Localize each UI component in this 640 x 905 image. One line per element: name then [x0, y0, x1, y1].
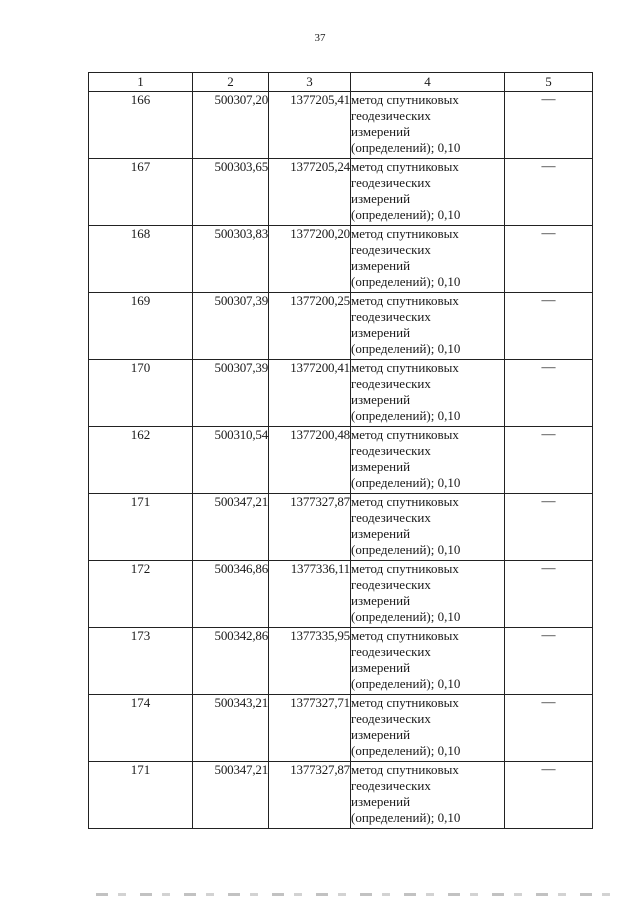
method-line: метод спутниковых [351, 293, 459, 308]
table-header-row [89, 73, 593, 92]
header-col-4: 4 [351, 73, 505, 92]
y-coordinate-cell: 1377336,11 [269, 561, 351, 628]
method-line: метод спутниковых [351, 360, 459, 375]
point-number-cell: 166 [89, 92, 193, 159]
point-number-cell: 174 [89, 695, 193, 762]
note-cell: — [505, 293, 593, 360]
x-coordinate-cell: 500303,83 [193, 226, 269, 293]
note-cell: — [505, 628, 593, 695]
method-line: метод спутниковых [351, 561, 459, 576]
table-row [89, 561, 593, 628]
method-cell [351, 159, 505, 226]
method-line: метод спутниковых [351, 427, 459, 442]
method-cell [351, 226, 505, 293]
x-coordinate-cell: 500342,86 [193, 628, 269, 695]
method-line: (определений); 0,10 [351, 274, 461, 289]
method-line: (определений); 0,10 [351, 743, 461, 758]
header-col-2: 2 [193, 73, 269, 92]
table-body [89, 92, 593, 829]
method-line: геодезических [351, 108, 431, 123]
method-line: геодезических [351, 376, 431, 391]
point-number-cell: 167 [89, 159, 193, 226]
y-coordinate-cell: 1377327,87 [269, 494, 351, 561]
y-coordinate-cell: 1377335,95 [269, 628, 351, 695]
method-line: (определений); 0,10 [351, 542, 461, 557]
note-cell: — [505, 92, 593, 159]
method-line: метод спутниковых [351, 628, 459, 643]
y-coordinate-cell: 1377200,20 [269, 226, 351, 293]
table-row [89, 494, 593, 561]
x-coordinate-cell: 500347,21 [193, 762, 269, 829]
table-row [89, 293, 593, 360]
header-col-1: 1 [89, 73, 193, 92]
y-coordinate-cell: 1377205,41 [269, 92, 351, 159]
method-line: измерений [351, 526, 411, 541]
method-line: измерений [351, 392, 411, 407]
note-cell: — [505, 561, 593, 628]
method-line: (определений); 0,10 [351, 408, 461, 423]
note-cell: — [505, 695, 593, 762]
x-coordinate-cell: 500307,39 [193, 360, 269, 427]
table-row [89, 159, 593, 226]
method-line: (определений); 0,10 [351, 475, 461, 490]
note-cell: — [505, 360, 593, 427]
method-line: геодезических [351, 242, 431, 257]
method-line: измерений [351, 593, 411, 608]
method-line: (определений); 0,10 [351, 810, 461, 825]
method-line: метод спутниковых [351, 695, 459, 710]
coordinates-table [88, 72, 593, 829]
note-cell: — [505, 494, 593, 561]
point-number-cell: 162 [89, 427, 193, 494]
method-cell [351, 360, 505, 427]
page-number: 37 [314, 32, 326, 44]
y-coordinate-cell: 1377205,24 [269, 159, 351, 226]
method-line: геодезических [351, 711, 431, 726]
x-coordinate-cell: 500310,54 [193, 427, 269, 494]
method-line: метод спутниковых [351, 92, 459, 107]
method-line: метод спутниковых [351, 762, 459, 777]
table-row [89, 628, 593, 695]
method-line: геодезических [351, 443, 431, 458]
method-line: (определений); 0,10 [351, 341, 461, 356]
method-cell [351, 293, 505, 360]
method-line: (определений); 0,10 [351, 140, 461, 155]
table-row [89, 762, 593, 829]
point-number-cell: 171 [89, 762, 193, 829]
method-line: метод спутниковых [351, 226, 459, 241]
method-line: измерений [351, 325, 411, 340]
point-number-cell: 172 [89, 561, 193, 628]
method-line: измерений [351, 459, 411, 474]
table-row [89, 360, 593, 427]
x-coordinate-cell: 500307,20 [193, 92, 269, 159]
x-coordinate-cell: 500307,39 [193, 293, 269, 360]
method-cell [351, 695, 505, 762]
note-cell: — [505, 159, 593, 226]
method-line: измерений [351, 191, 411, 206]
method-line: измерений [351, 258, 411, 273]
method-cell [351, 92, 505, 159]
point-number-cell: 173 [89, 628, 193, 695]
y-coordinate-cell: 1377200,41 [269, 360, 351, 427]
point-number-cell: 170 [89, 360, 193, 427]
method-cell [351, 762, 505, 829]
method-line: измерений [351, 124, 411, 139]
method-line: геодезических [351, 778, 431, 793]
method-line: измерений [351, 794, 411, 809]
method-line: метод спутниковых [351, 159, 459, 174]
x-coordinate-cell: 500343,21 [193, 695, 269, 762]
method-line: метод спутниковых [351, 494, 459, 509]
method-line: измерений [351, 660, 411, 675]
method-cell [351, 561, 505, 628]
note-cell: — [505, 427, 593, 494]
y-coordinate-cell: 1377200,48 [269, 427, 351, 494]
x-coordinate-cell: 500346,86 [193, 561, 269, 628]
point-number-cell: 169 [89, 293, 193, 360]
header-col-3: 3 [269, 73, 351, 92]
point-number-cell: 168 [89, 226, 193, 293]
method-line: измерений [351, 727, 411, 742]
table-row [89, 92, 593, 159]
method-cell [351, 628, 505, 695]
point-number-cell: 171 [89, 494, 193, 561]
x-coordinate-cell: 500303,65 [193, 159, 269, 226]
method-cell [351, 494, 505, 561]
method-line: (определений); 0,10 [351, 676, 461, 691]
table-row [89, 427, 593, 494]
y-coordinate-cell: 1377327,87 [269, 762, 351, 829]
x-coordinate-cell: 500347,21 [193, 494, 269, 561]
header-col-5: 5 [505, 73, 593, 92]
note-cell: — [505, 762, 593, 829]
method-line: геодезических [351, 510, 431, 525]
y-coordinate-cell: 1377200,25 [269, 293, 351, 360]
scan-noise-line [96, 893, 616, 896]
method-line: (определений); 0,10 [351, 207, 461, 222]
method-line: геодезических [351, 644, 431, 659]
method-cell [351, 427, 505, 494]
table-row [89, 695, 593, 762]
method-line: геодезических [351, 577, 431, 592]
table-row [89, 226, 593, 293]
method-line: геодезических [351, 309, 431, 324]
method-line: геодезических [351, 175, 431, 190]
y-coordinate-cell: 1377327,71 [269, 695, 351, 762]
note-cell: — [505, 226, 593, 293]
method-line: (определений); 0,10 [351, 609, 461, 624]
